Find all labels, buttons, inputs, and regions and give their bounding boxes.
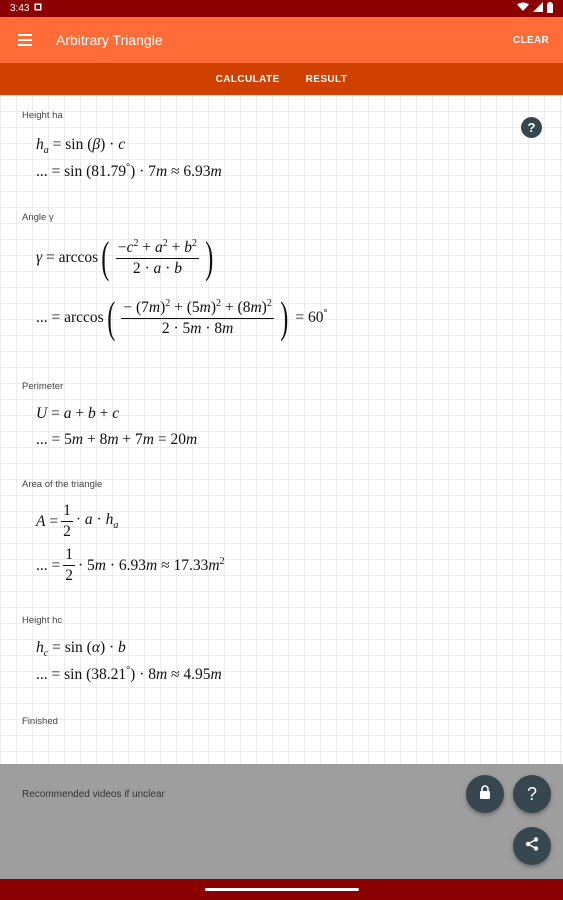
app-title: Arbitrary Triangle: [56, 32, 163, 48]
formula-perimeter: U = a + b + c: [36, 405, 120, 422]
tab-result[interactable]: RESULT: [305, 73, 348, 85]
formula-angle-gamma-result: ... = arccos ( $\frac{- (7m)^2 + (5m)^2 + (8m)^2}{2 \cdot 5m \cdot 8m}$ ) = 60°: [36, 293, 328, 342]
sim-icon: [34, 3, 42, 14]
help-icon[interactable]: ?: [521, 117, 542, 138]
formula-height-hc-result: ... = sin (38.21°) · 8m ≈ 4.95m: [36, 665, 222, 684]
result-content[interactable]: [0, 95, 563, 764]
formula-area-result: ... = $\frac{1}{2}$ · $5m \cdot 6.93m \approx 17.33m^2$: [36, 546, 225, 584]
section-label-height-hc: Height hc: [22, 615, 63, 626]
app-bar: [0, 17, 563, 63]
help-button[interactable]: [513, 775, 551, 813]
menu-icon[interactable]: [2, 17, 48, 63]
navigation-bar: [0, 879, 563, 900]
clear-button[interactable]: CLEAR: [513, 34, 549, 46]
share-icon: [525, 837, 539, 856]
status-time: 3:43: [10, 3, 30, 14]
formula-perimeter-result: ... = 5m + 8m + 7m = 20m: [36, 431, 198, 448]
status-bar: [0, 0, 563, 17]
section-label-area: Area of the triangle: [22, 479, 103, 490]
lock-icon: [479, 785, 491, 804]
tab-bar: [0, 63, 563, 95]
section-label-finished: Finished: [22, 716, 58, 727]
formula-height-hc: $h_c = \sin (\alpha) \cdot b$: [36, 639, 126, 660]
section-label-angle-gamma: Angle γ: [22, 212, 54, 223]
tab-calculate[interactable]: CALCULATE: [215, 73, 280, 85]
formula-height-ha-result: ... = sin (81.79°) · 7m ≈ 6.93m: [36, 162, 222, 181]
home-gesture-handle[interactable]: [205, 888, 359, 891]
section-label-perimeter: Perimeter: [22, 381, 64, 392]
section-label-height-ha: Height ha: [22, 110, 63, 121]
lock-button[interactable]: [466, 775, 504, 813]
battery-icon: [547, 2, 553, 16]
formula-angle-gamma: γ = arccos ( $\frac{-c^2 + a^2 + b^2}{2 \cdot a \cdot b}$ ): [36, 233, 214, 282]
recommended-videos-text[interactable]: Recommended videos if unclear: [22, 789, 165, 800]
share-button[interactable]: [513, 827, 551, 865]
signal-icon: [533, 2, 543, 15]
formula-area: A = $\frac{1}{2}$ · $a \cdot h_a$: [36, 502, 119, 540]
formula-height-ha: $h_a = \sin (\beta) \cdot c$: [36, 136, 126, 157]
wifi-icon: [517, 2, 529, 15]
help-button-label: ?: [526, 783, 537, 804]
